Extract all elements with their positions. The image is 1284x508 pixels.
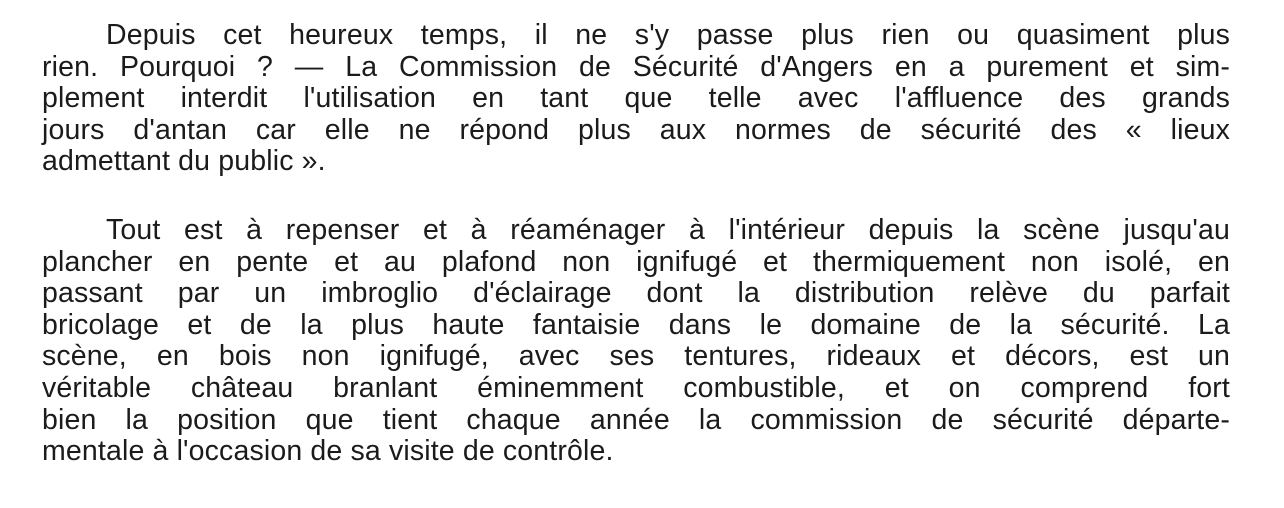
- paragraph-line: rien. Pourquoi ? — La Commission de Sécurité d'Angers en a purement et sim-: [42, 50, 1230, 83]
- paragraph-line: bricolage et de la plus haute fantaisie dans le domaine de la sécurité. La: [42, 308, 1230, 341]
- paragraph-line: plement interdit l'utilisation en tant que telle avec l'affluence des grands: [42, 82, 1230, 115]
- paragraph-line: bien la position que tient chaque année la commission de sécurité départe-: [42, 403, 1230, 436]
- paragraph-line: plancher en pente et au plafond non ignifugé et thermiquement non isolé, en: [42, 245, 1230, 278]
- paragraph-line: véritable château branlant éminemment combustible, et on comprend fort: [42, 371, 1230, 404]
- paragraph-line: passant par un imbroglio d'éclairage dont la distribution relève du parfait: [42, 277, 1230, 310]
- paragraph-1: [42, 20, 1230, 178]
- paragraph-line: mentale à l'occasion de sa visite de contrôle.: [42, 435, 614, 468]
- paragraph-line: jours d'antan car elle ne répond plus aux normes de sécurité des « lieux: [42, 113, 1230, 146]
- paragraph-2: [42, 215, 1230, 468]
- paragraph-line: scène, en bois non ignifugé, avec ses tentures, rideaux et décors, est un: [42, 340, 1230, 373]
- paragraph-line: admettant du public ».: [42, 145, 326, 178]
- paragraph-line: Tout est à repenser et à réaménager à l'intérieur depuis la scène jusqu'au: [106, 214, 1230, 246]
- paragraph-line: Depuis cet heureux temps, il ne s'y passe plus rien ou quasiment plus: [106, 19, 1230, 51]
